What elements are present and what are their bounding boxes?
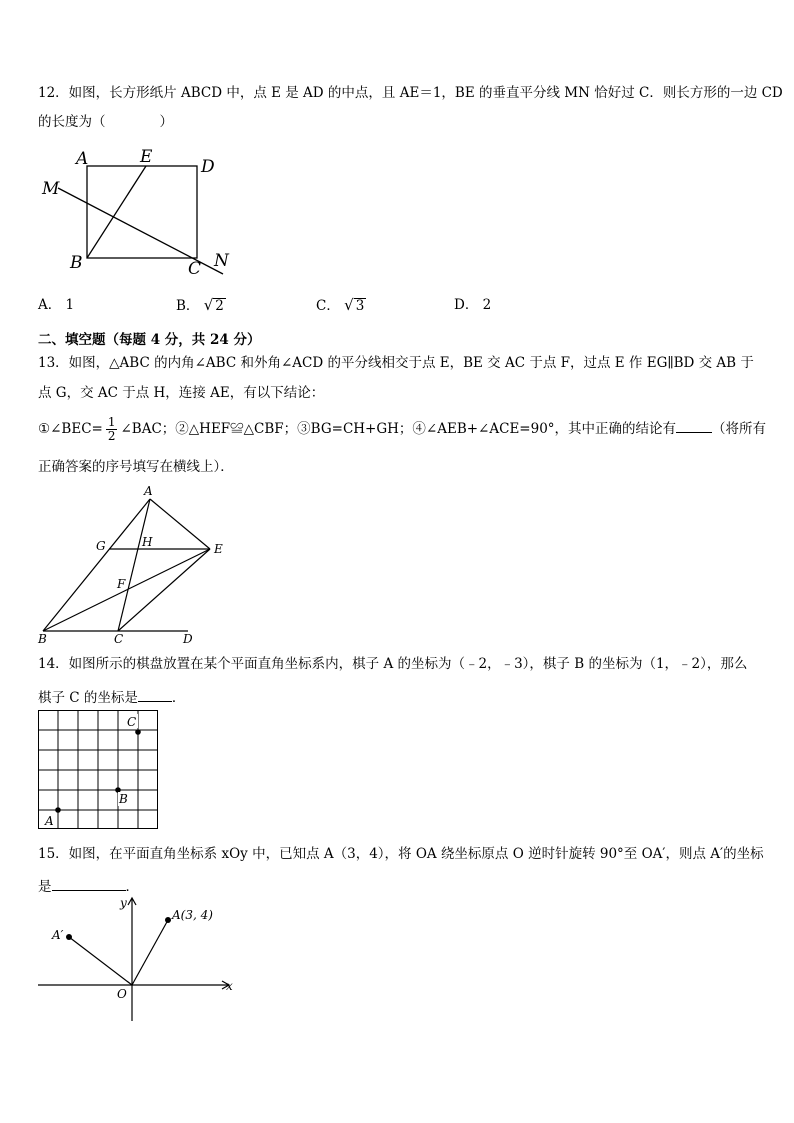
label-f: F (117, 577, 126, 591)
label-a: A (76, 149, 89, 169)
q12-option-a[interactable]: A． 1 (38, 297, 75, 313)
q14-figure (38, 710, 160, 830)
fraction-one-half: $\frac{1}{2}$ (107, 415, 116, 443)
label-a: A (45, 814, 54, 828)
label-n: N (214, 251, 229, 271)
segment-ce (118, 549, 210, 631)
q15-answer-blank[interactable] (52, 876, 126, 891)
q12-option-d[interactable]: D． 2 (454, 297, 492, 313)
q13-figure (38, 484, 238, 644)
label-a: A (144, 484, 153, 498)
chess-piece-c (135, 729, 141, 735)
label-e: E (214, 542, 223, 556)
q12-option-b[interactable]: B． √ 2 (176, 296, 224, 314)
q12-figure (38, 148, 238, 278)
label-h: H (142, 535, 153, 549)
label-g: G (96, 539, 106, 553)
segment-be (43, 549, 210, 631)
q15-text-line2: 是 ． (38, 876, 139, 896)
q14-answer-blank[interactable] (138, 687, 172, 702)
label-b: B (70, 253, 83, 273)
segment-ae (150, 499, 210, 549)
label-c: C (114, 632, 124, 646)
label-a-coord: A(3, 4) (172, 908, 213, 922)
q12-text-line1: 12．如图，长方形纸片 ABCD 中，点 E 是 AD 的中点，且 AE＝1，BE 的垂直平分线 MN 恰好过 C．则长方形的一边 CD (38, 85, 783, 101)
label-d: D (201, 157, 215, 177)
q15-figure (38, 895, 238, 1025)
point-a-prime (66, 934, 72, 940)
label-a-prime: A′ (52, 928, 64, 942)
label-o: O (117, 987, 127, 1001)
segment-oa-prime (69, 937, 132, 985)
label-b: B (119, 792, 128, 806)
q12-option-c[interactable]: C． √ 3 (316, 296, 365, 314)
q12-text-line2: 的长度为（ ） (38, 114, 173, 130)
q14-text-line2: 棋子 C 的坐标是 ． (38, 687, 185, 707)
chess-piece-a (55, 807, 61, 813)
q13-answer-blank[interactable] (676, 418, 712, 433)
q13-text-line4: 正确答案的序号填写在横线上）． (38, 459, 234, 475)
label-e: E (140, 147, 153, 167)
q14-text-line1: 14．如图所示的棋盘放置在某个平面直角坐标系内，棋子 A 的坐标为（﹣2，﹣3），棋子 B 的坐标为（1，﹣2），那么 (38, 656, 748, 672)
segment-be (87, 166, 146, 258)
q15-text-line1: 15．如图，在平面直角坐标系 xOy 中，已知点 A（3，4），将 OA 绕坐标原点 O 逆时针旋转 90°至 OA′，则点 A′的坐标 (38, 846, 764, 862)
section-title: 二、填空题（每题 4 分，共 24 分） (38, 332, 261, 348)
q13-text-line3: ①∠BEC= $\frac{1}{2}$ ∠BAC；②△HEF≌△CBF；③BG=CH+GH；④∠AEB+∠ACE=90°，其中正确的结论有 （将所有 (38, 415, 767, 443)
segment-oa (132, 920, 168, 985)
label-b: B (38, 632, 47, 646)
label-c: C (188, 259, 202, 279)
q13-text-line1: 13．如图，△ABC 的内角∠ABC 和外角∠ACD 的平分线相交于点 E，BE 交 AC 于点 F，过点 E 作 EG∥BD 交 AB 于 (38, 355, 754, 371)
label-m: M (42, 179, 60, 199)
point-a (165, 917, 171, 923)
label-d: D (183, 632, 193, 646)
label-y: y (120, 896, 127, 910)
label-x: x (226, 979, 233, 993)
q13-text-line2: 点 G，交 AC 于点 H，连接 AE，有以下结论： (38, 385, 325, 401)
label-c: C (127, 715, 137, 729)
